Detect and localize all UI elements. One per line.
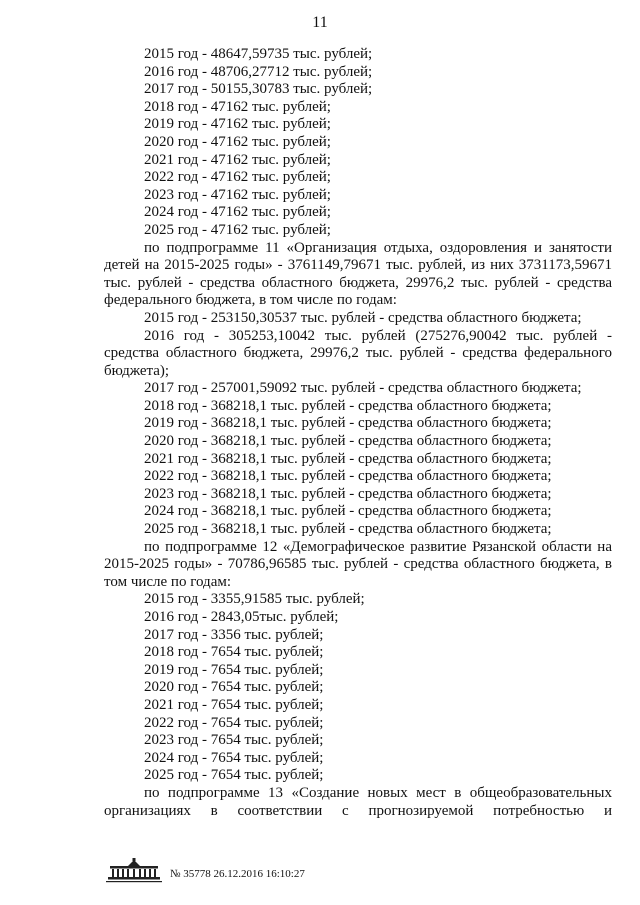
text-line: 2017 год - 257001,59092 тыс. рублей - средства областного бюджета;	[144, 380, 582, 397]
text-line: по подпрограмме 11 «Организация отдыха, оздоровления и занятости	[144, 239, 612, 256]
text-line: 2015 год - 48647,59735 тыс. рублей;	[144, 46, 373, 62]
text-line: 2019 год - 368218,1 тыс. рублей - средства областного бюджета;	[144, 415, 552, 432]
text-line: детей на 2015-2025 годы» - 3761149,79671 тыс. рублей, из них 3731173,59671	[104, 257, 612, 274]
text-line: 2015 год - 253150,30537 тыс. рублей - средства областного бюджета;	[144, 309, 582, 326]
document-body	[104, 46, 612, 820]
text-line: 2017 год - 50155,30783 тыс. рублей;	[144, 81, 373, 98]
document-registration-stamp: № 35778 26.12.2016 16:10:27	[170, 868, 305, 880]
text-line: 2025 год - 47162 тыс. рублей;	[144, 221, 331, 238]
text-line: 2020 год - 368218,1 тыс. рублей - средства областного бюджета;	[144, 433, 552, 450]
text-line: 2023 год - 7654 тыс. рублей;	[144, 732, 324, 749]
text-line: 2024 год - 7654 тыс. рублей;	[144, 749, 324, 766]
text-line: 2023 год - 368218,1 тыс. рублей - средства областного бюджета;	[144, 485, 552, 502]
text-line: по подпрограмме 12 «Демографическое развитие Рязанской области на	[144, 538, 612, 555]
text-line: 2018 год - 368218,1 тыс. рублей - средства областного бюджета;	[144, 397, 552, 414]
text-line: 2016 год - 48706,27712 тыс. рублей;	[144, 63, 373, 80]
text-line: 2021 год - 7654 тыс. рублей;	[144, 696, 324, 713]
text-line: 2021 год - 47162 тыс. рублей;	[144, 151, 331, 168]
text-line: 2022 год - 368218,1 тыс. рублей - средства областного бюджета;	[144, 468, 552, 485]
text-line: том числе по годам:	[104, 573, 232, 590]
text-line: 2020 год - 47162 тыс. рублей;	[144, 133, 331, 150]
text-line: 2016 год - 2843,05тыс. рублей;	[144, 609, 339, 625]
text-line: 2020 год - 7654 тыс. рублей;	[144, 679, 324, 696]
text-line: 2024 год - 47162 тыс. рублей;	[144, 204, 331, 221]
text-line: бюджета);	[104, 362, 170, 379]
page-number: 11	[312, 14, 328, 31]
document-footer	[106, 858, 526, 888]
text-line: тыс. рублей - средства областного бюджета, 29976,2 тыс. рублей - средства	[104, 274, 612, 291]
text-line: 2019 год - 7654 тыс. рублей;	[144, 661, 324, 678]
text-line: 2019 год - 47162 тыс. рублей;	[144, 116, 331, 133]
text-line: 2022 год - 47162 тыс. рублей;	[144, 169, 331, 186]
text-line: средства областного бюджета, 29976,2 тыс. рублей - средства федерального	[104, 345, 612, 362]
text-line: 2023 год - 47162 тыс. рублей;	[144, 186, 331, 203]
text-line: 2024 год - 368218,1 тыс. рублей - средства областного бюджета;	[144, 503, 552, 520]
text-line: 2018 год - 47162 тыс. рублей;	[144, 98, 331, 115]
text-line: 2017 год - 3356 тыс. рублей;	[144, 626, 324, 643]
building-emblem-icon	[106, 858, 162, 884]
text-line: федерального бюджета, в том числе по годам:	[104, 292, 397, 309]
text-line: 2022 год - 7654 тыс. рублей;	[144, 714, 324, 731]
text-line: 2016 год - 305253,10042 тыс. рублей (275276,90042 тыс. рублей -	[144, 327, 612, 344]
text-line: 2025 год - 368218,1 тыс. рублей - средства областного бюджета;	[144, 521, 552, 538]
text-line: 2018 год - 7654 тыс. рублей;	[144, 644, 324, 661]
text-line: 2021 год - 368218,1 тыс. рублей - средства областного бюджета;	[144, 450, 552, 467]
text-line: 2025 год - 7654 тыс. рублей;	[144, 767, 324, 784]
text-line: организациях в соответствии с прогнозируемой потребностью и	[104, 802, 612, 819]
text-line: 2015 год - 3355,91585 тыс. рублей;	[144, 591, 365, 608]
text-line: 2015-2025 годы» - 70786,96585 тыс. рублей - средства областного бюджета, в	[104, 556, 612, 573]
text-line: по подпрограмме 13 «Создание новых мест в общеобразовательных	[144, 784, 612, 801]
